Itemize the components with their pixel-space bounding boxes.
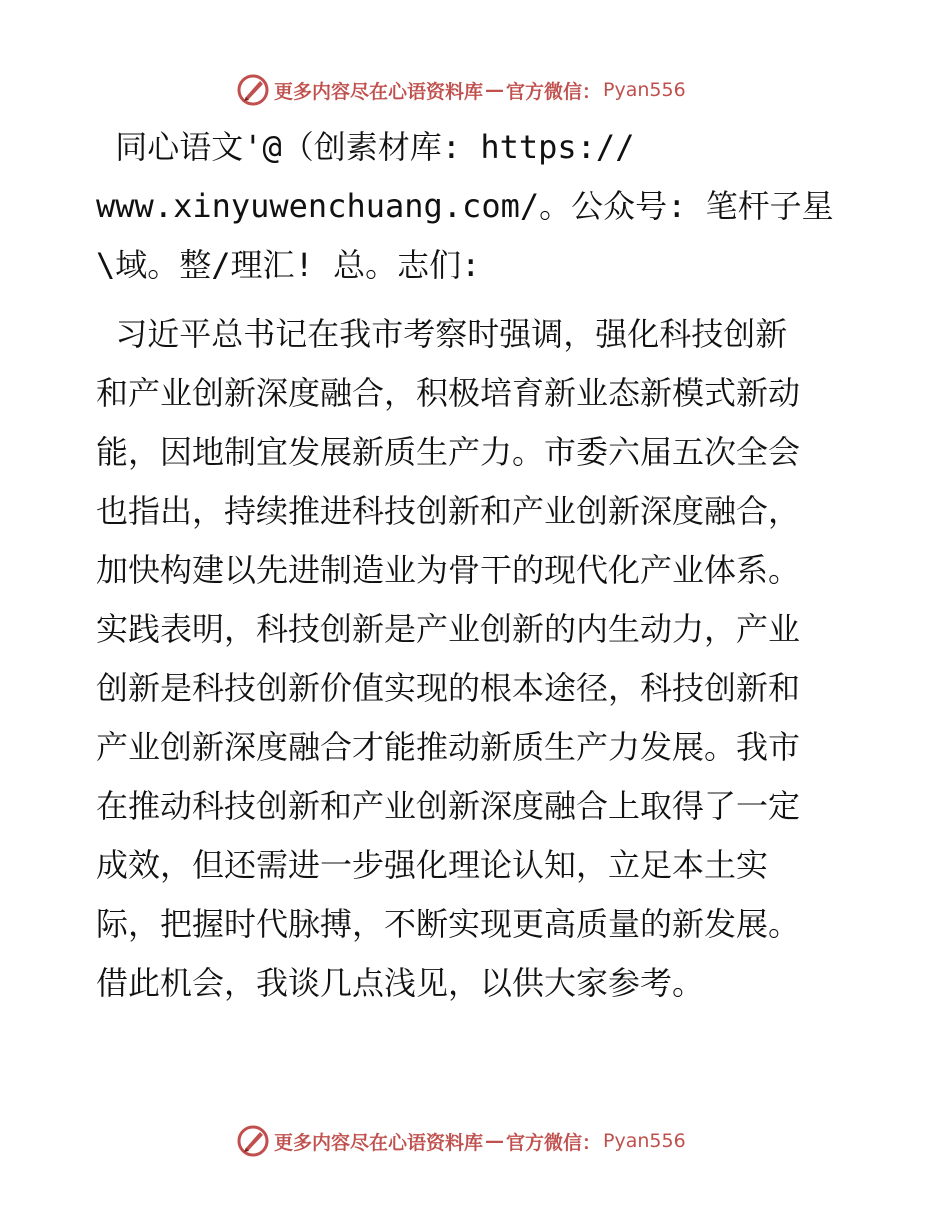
quill-pen-logo-icon <box>236 73 270 107</box>
paragraph-line: 能，因地制宜发展新质生产力。市委六届五次全会 <box>96 433 801 471</box>
banner-wechat-label: 官方微信： <box>506 1131 602 1154</box>
banner-wechat-label: 官方微信： <box>506 80 602 103</box>
paragraph-line: 产业创新深度融合才能推动新质生产力发展。我市 <box>96 728 801 766</box>
banner-wechat-id: Pyan556 <box>603 1130 686 1152</box>
banner-main-text: 更多内容尽在心语资料库 <box>274 80 484 103</box>
paragraph-line: 际，把握时代脉搏，不断实现更高质量的新发展。 <box>96 905 801 943</box>
body-paragraph <box>96 305 856 1013</box>
quill-pen-logo-icon <box>236 1124 270 1158</box>
intro-line: www.xinyuwenchuang.com/。公众号: 笔杆子星 <box>96 187 834 225</box>
intro-line: \域。整/理汇! 总。志们: <box>96 246 481 284</box>
paragraph-line: 加快构建以先进制造业为骨干的现代化产业体系。 <box>96 551 801 589</box>
footer-banner <box>236 1123 686 1159</box>
intro-text <box>96 118 856 295</box>
header-banner <box>236 72 686 108</box>
paragraph-line: 也指出，持续推进科技创新和产业创新深度融合， <box>96 492 801 530</box>
banner-main-text: 更多内容尽在心语资料库 <box>274 1131 484 1154</box>
banner-wechat-id: Pyan556 <box>603 79 686 101</box>
paragraph-line: 习近平总书记在我市考察时强调，强化科技创新 <box>96 315 788 353</box>
banner-separator: — <box>485 1130 505 1152</box>
paragraph-line: 借此机会，我谈几点浅见，以供大家参考。 <box>96 964 705 1002</box>
paragraph-line: 和产业创新深度融合，积极培育新业态新模式新动 <box>96 374 801 412</box>
paragraph-line: 实践表明，科技创新是产业创新的内生动力，产业 <box>96 610 801 648</box>
paragraph-line: 在推动科技创新和产业创新深度融合上取得了一定 <box>96 787 801 825</box>
paragraph-line: 成效，但还需进一步强化理论认知，立足本土实 <box>96 846 769 884</box>
paragraph-line: 创新是科技创新价值实现的根本途径，科技创新和 <box>96 669 801 707</box>
banner-separator: — <box>485 79 505 101</box>
intro-line: 同心语文'@（创素材库: https:// <box>96 128 635 166</box>
